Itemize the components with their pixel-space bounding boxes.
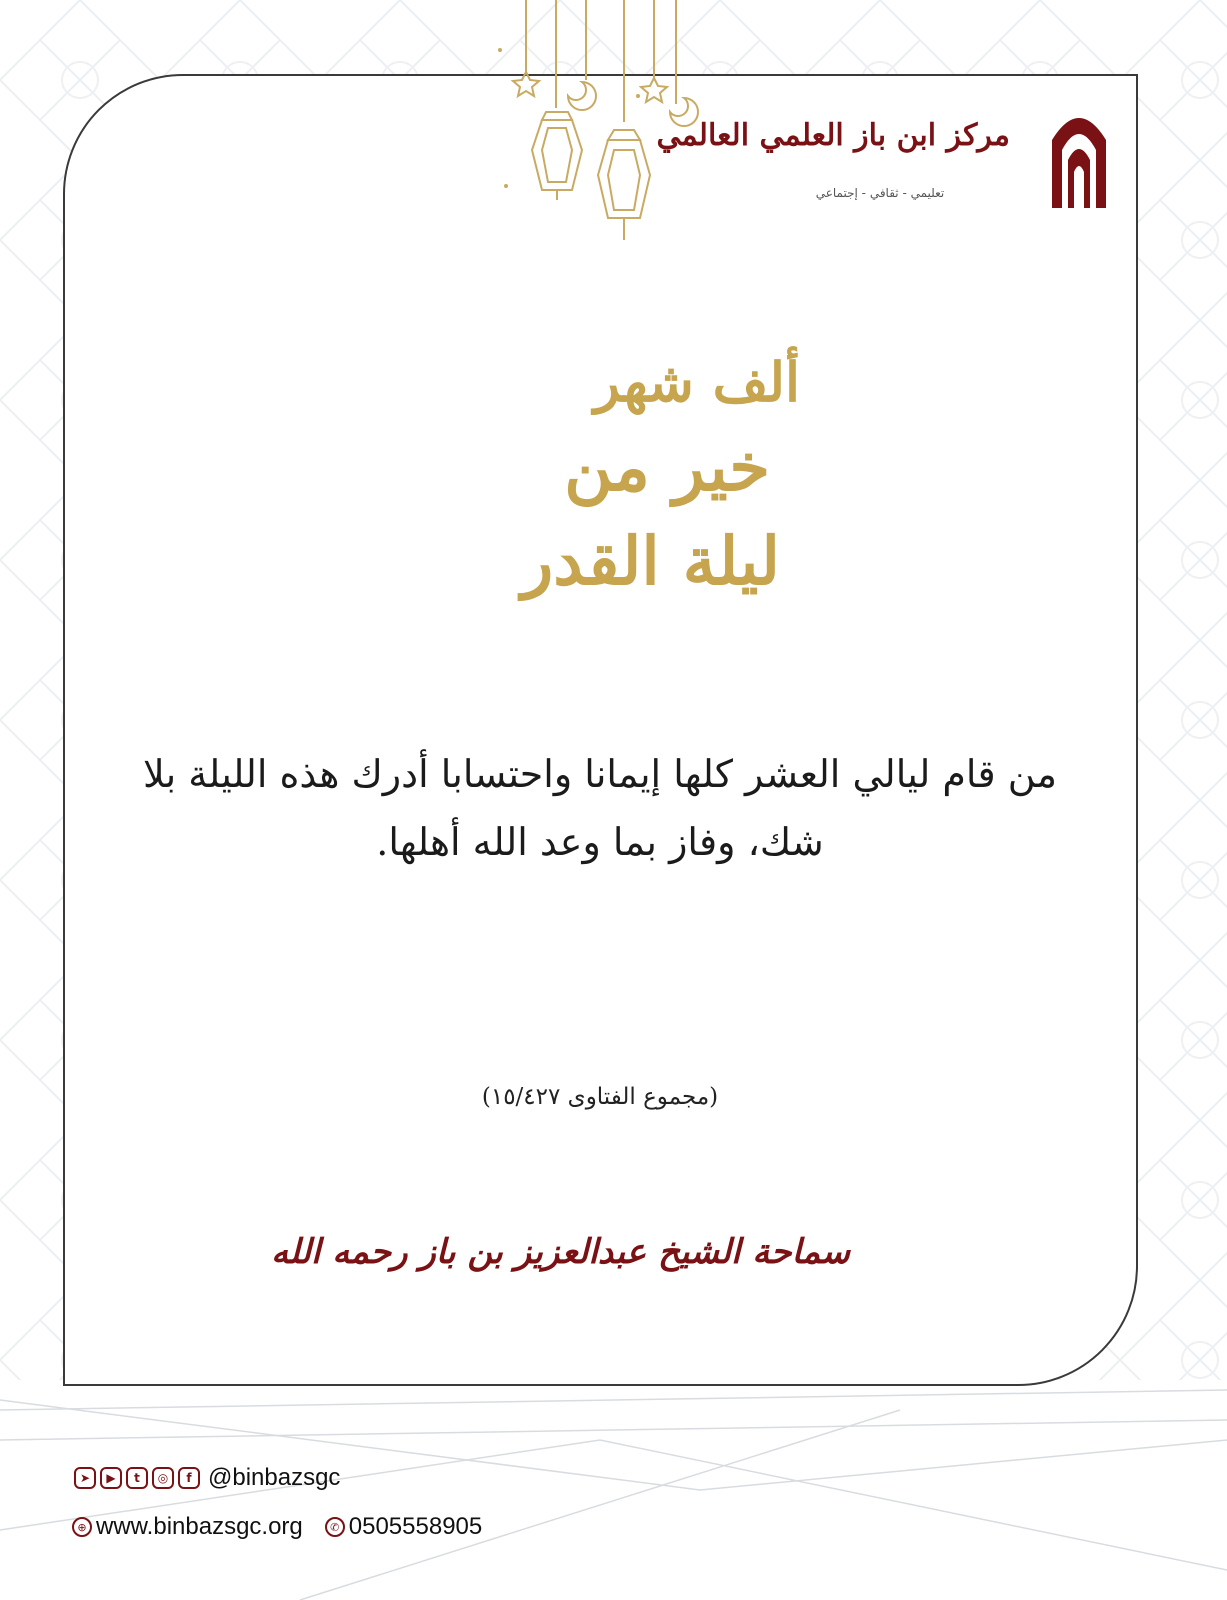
youtube-icon[interactable]: ▶	[100, 1467, 122, 1489]
facebook-icon[interactable]: f	[178, 1467, 200, 1489]
phone-number[interactable]: 0505558905	[348, 1513, 483, 1540]
social-row	[74, 1463, 340, 1493]
calligraphy-line-2: خير من	[564, 428, 770, 506]
calligraphy-line-1: ليلة القدر	[521, 522, 780, 600]
logo-subtitle: تعليمي - ثقافي - إجتماعي	[815, 186, 945, 200]
contact-row	[72, 1510, 482, 1544]
twitter-icon[interactable]: t	[126, 1467, 148, 1489]
globe-icon: ⊕	[72, 1517, 92, 1537]
mosque-arch-icon	[1048, 100, 1110, 208]
quote-text: من قام ليالي العشر كلها إيمانا واحتسابا أدرك هذه الليلة بلا شك، وفاز بما وعد الله أهلها.	[142, 752, 1058, 864]
org-logo	[656, 100, 1110, 210]
instagram-icon[interactable]: ◎	[152, 1467, 174, 1489]
telegram-icon[interactable]: ➤	[74, 1467, 96, 1489]
content-frame	[63, 74, 1138, 1386]
source-reference: (مجموع الفتاوى ١٥/٤٢٧)	[481, 1084, 719, 1110]
logo-title: مركز ابن باز العلمي العالمي	[656, 118, 1010, 153]
calligraphy-title	[400, 350, 800, 640]
social-handle[interactable]: @binbazsgc	[208, 1464, 341, 1491]
whatsapp-icon: ✆	[325, 1517, 345, 1537]
calligraphy-line-3: ألف شهر	[593, 350, 800, 414]
website-link[interactable]: www.binbazsgc.org	[96, 1513, 303, 1540]
author-signature: سماحة الشيخ عبدالعزيز بن باز رحمه الله	[271, 1232, 850, 1272]
